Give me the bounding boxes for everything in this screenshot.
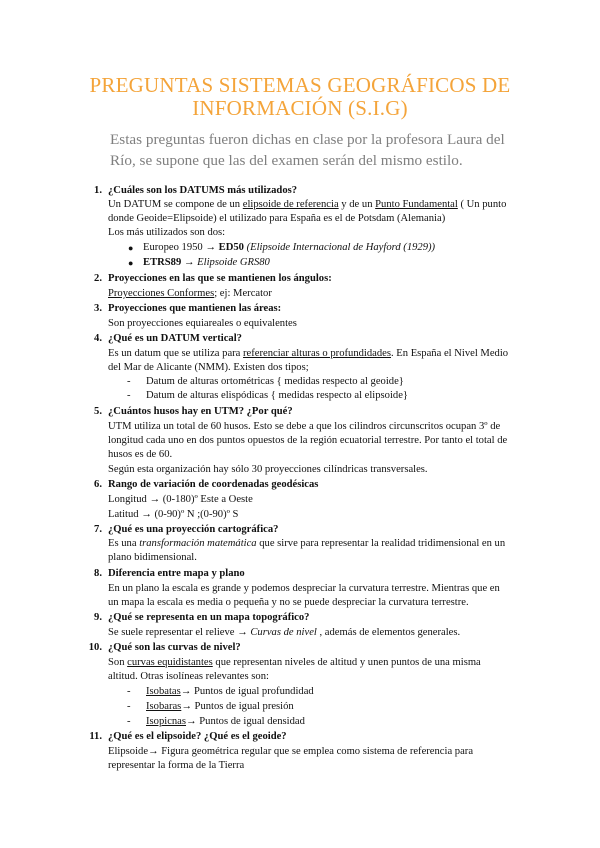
question-8: Diferencia entre mapa y plano [108,568,245,579]
answer-10-line-2: altitud. Otras isolíneas relevantes son: [108,671,269,682]
question-number: 4. [94,333,102,344]
question-1: ¿Cuáles son los DATUMS más utilizados? [108,185,298,196]
answer-5-line-2: longitud cada uno en dos puntos opuestos de la región ecuatorial terrestre. Por tanto el total de [108,435,508,446]
question-3: Proyecciones que mantienen las áreas: [108,303,282,314]
answer-8-line-1: En un plano la escala es grande y podemos despreciar la curvatura terrestre. Mientras que en [108,583,500,594]
dash-icon: - [127,390,131,401]
question-5: ¿Cuántos husos hay en UTM? ¿Por qué? [108,406,293,417]
question-9: ¿Qué se representa en un mapa topográfico? [108,612,310,623]
dash-icon: - [127,376,131,387]
question-4: ¿Qué es un DATUM vertical? [108,333,242,344]
answer-1-bullet-1: Europeo 1950 → ED50 (Elipsoide Internacional de Hayford (1929)) [143,242,436,253]
question-number: 8. [94,568,102,579]
question-2: Proyecciones en las que se mantienen los ángulos: [108,273,332,284]
question-number: 6. [94,479,102,490]
answer-11-line-2: representar la forma de la Tierra [108,760,245,771]
document-title: PREGUNTAS SISTEMAS GEOGRÁFICOS DE INFORMACIÓN (S.I.G) [89,73,511,120]
answer-5-line-1: UTM utiliza un total de 60 husos. Esto se debe a que los cilindros circunscritos ocupan 3º de [108,421,501,432]
question-number: 3. [94,303,102,314]
question-11: ¿Qué es el elipsoide? ¿Qué es el geoide? [108,731,287,742]
dash-icon: - [127,701,131,712]
question-number: 10. [88,642,102,653]
answer-1-line-3: Los más utilizados son dos: [108,227,226,238]
answer-7-line-1: Es una transformación matemática que sirve para representar la realidad tridimensional en un [108,538,506,549]
answer-1-line-1: Un DATUM se compone de un elipsoide de referencia y de un Punto Fundamental ( Un punto [108,199,507,210]
bullet-icon: ● [128,243,134,253]
answer-2: Proyecciones Conformes; ej: Mercator [108,288,272,299]
question-6: Rango de variación de coordenadas geodésicas [108,479,319,490]
answer-8-line-2: un mapa la escala es media o pequeña y no se puede despreciar la curvatura terrestre. [108,597,469,608]
question-10: ¿Qué son las curvas de nivel? [108,642,241,653]
question-number: 9. [94,612,102,623]
answer-10-item-2: Isobaras→ Puntos de igual presión [146,701,294,712]
answer-4-item-2: Datum de alturas elispódicas { medidas respecto al elipsoide} [146,390,408,401]
answer-6-line-2: Latitud → (0-90)º N ;(0-90)º S [108,509,239,520]
question-7: ¿Qué es una proyección cartográfica? [108,524,279,535]
answer-1-bullet-2: ETRS89 → Elipsoide GRS80 [143,257,270,268]
document-subtitle: Estas preguntas fueron dichas en clase por la profesora Laura del Río, se supone que las del examen serán del mismo estilo. [110,131,505,169]
question-number: 5. [94,406,102,417]
answer-4-item-1: Datum de alturas ortométricas { medidas respecto al geoide} [146,376,404,387]
answer-4-line-2: del Mar de Alicante (NMM). Existen dos tipos; [108,362,309,373]
question-number: 2. [94,273,102,284]
answer-1-line-2: donde Geoide=Elipsoide) el utilizado para España es el de Potsdam (Alemania) [108,213,446,224]
dash-icon: - [127,716,131,727]
question-number: 11. [89,731,102,742]
answer-10-item-1: Isobatas→ Puntos de igual profundidad [146,686,314,697]
answer-9: Se suele representar el relieve → Curvas de nivel , además de elementos generales. [108,627,461,638]
answer-3: Son proyecciones equiareales o equivalentes [108,318,297,329]
answer-5-line-3: husos es de 60. [108,449,173,460]
answer-5-line-4: Según esta organización hay sólo 30 proyecciones cilíndricas transversales. [108,464,428,475]
answer-6-line-1: Longitud → (0-180)º Este a Oeste [108,494,253,505]
answer-7-line-2: plano bidimensional. [108,552,197,563]
bullet-icon: ● [128,258,134,268]
question-number: 1. [94,185,102,196]
dash-icon: - [127,686,131,697]
answer-10-line-1: Son curvas equidistantes que representan niveles de altitud y unen puntos de una misma [108,657,481,668]
question-number: 7. [94,524,102,535]
answer-10-item-3: Isopicnas→ Puntos de igual densidad [146,716,305,727]
answer-11-line-1: Elipsoide→ Figura geométrica regular que se emplea como sistema de referencia para [108,746,474,757]
answer-4-line-1: Es un datum que se utiliza para referenciar alturas o profundidades. En España el Nivel Medio [108,348,509,359]
